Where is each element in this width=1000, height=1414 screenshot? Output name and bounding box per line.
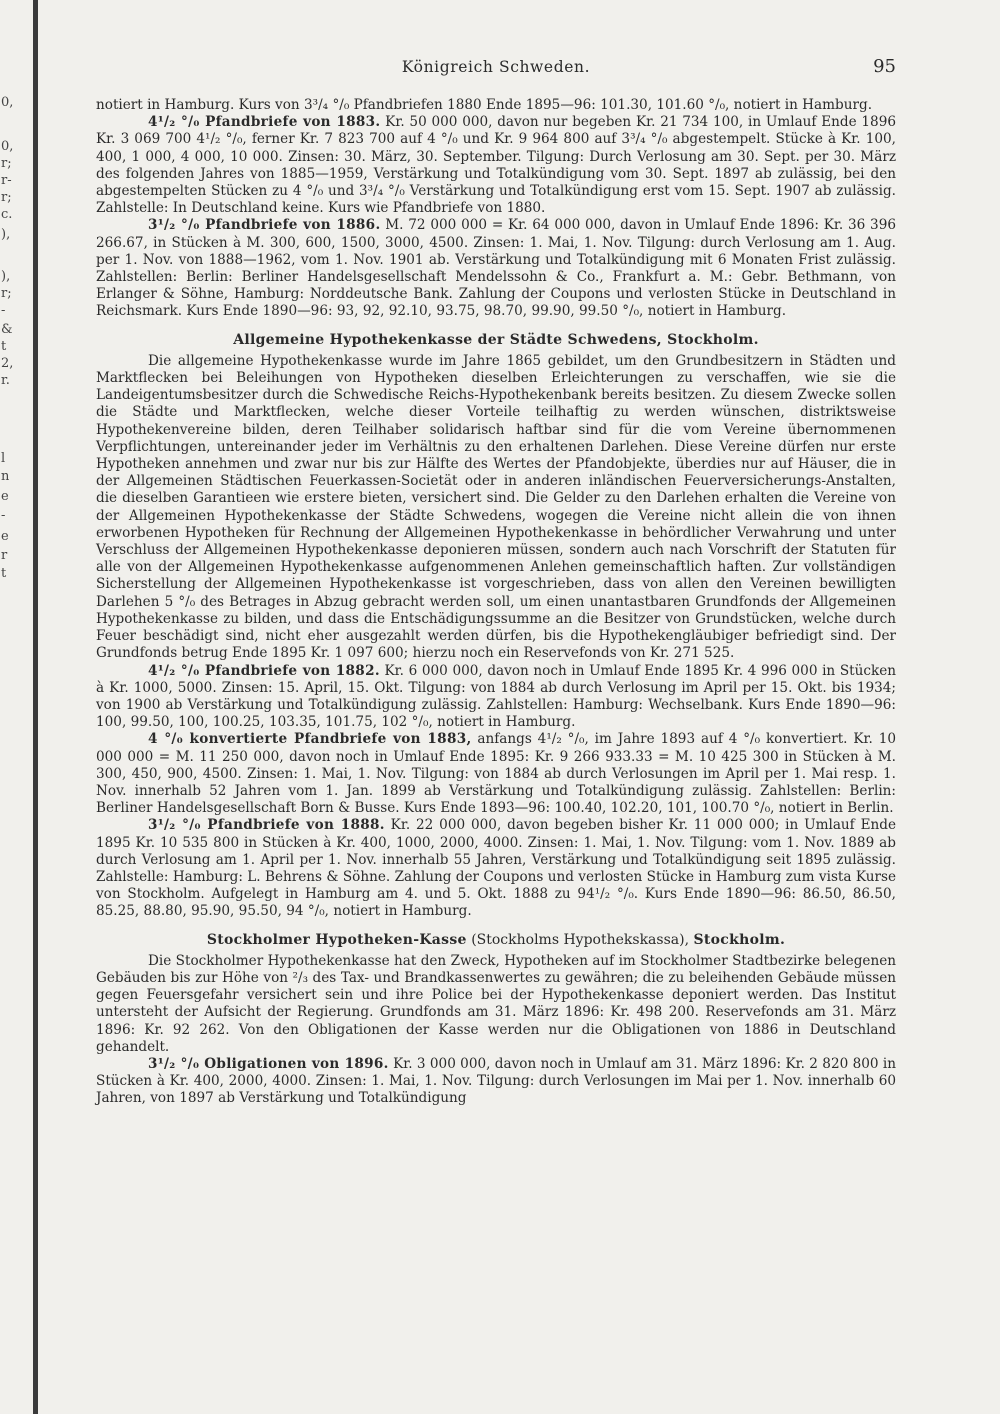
margin-fragment: & — [1, 322, 13, 337]
paragraph — [96, 1056, 896, 1108]
paragraph — [96, 353, 896, 663]
text-run: Kr. 3 000 000, davon noch in Umlauf am 31. März 1896: Kr. 2 820 800 in Stücken à Kr. 400, 2000, 4000. Zinsen: 1. Mai, 1. Nov. Tilgung: durch Verlosungen im Mai per 1. Nov. innerhalb 60 Jahren, von 1897 ab Verstärkung und Totalkündigung — [96, 1055, 896, 1107]
text-run: Die allgemeine Hypothekenkasse wurde im Jahre 1865 gebildet, um den Grundbesitzern in Städten und Marktflecken bei Beleihungen von Hypotheken dieselben Erleichterungen zu verschaffen, wie sie die Landeigentumsbesitzer durch die Schwedische Reichs-Hypothekenbank bereits besitzen. Zu diesem Zwecke sollen die Städte und Marktflecken, welche dieser Vorteile teilhaftig zu werden wünschen, distriktsweise Hypothekenvereine bilden, deren Teilhaber solidarisch haftbar sind für die vom Vereine übernommenen Verpflichtungen, untereinander jeder im Verhältnis zu den erhaltenen Darlehen. Diese Vereine dürfen nur erste Hypotheken annehmen und zwar nur bis zur Hälfte des Wertes der Pfandobjekte, überdies nur auf Häuser, die in der Allgemeinen Städtischen Feuerkassen-Societät oder in anderen inländischen Feuerversicherungs-Anstalten, die dieselben Garantieen wie erstere bieten, versichert sind. Die Gelder zu den Darlehen erhalten die Vereine von der Allgemeinen Hypothekenkasse der Städte Schwedens, wogegen die Vereine nicht allein die von ihnen erworbenen Hypotheken für Rechnung der Allgemeinen Hypothekenkasse in behördlicher Verwahrung und unter Verschluss der Allgemeinen Hypothekenkasse deponieren müssen, sondern auch nach Vorschrift der Statuten für alle von der Allgemeinen Hypothekenkasse aufgenommenen Anlehen gemeinschaftlich haften. Zur vollständigen Sicherstellung der Allgemeinen Hypothekenkasse ist vorgeschrieben, dass von allen den Vereinen bewilligten Darlehen 5 °/₀ des Betrages in Abzug gebracht werden soll, um einen unantastbaren Grundfonds der Allgemeinen Hypothekenkasse zu bilden, und dass die Entschädigungssumme an die Besitzer von Grundstücken, welche durch Feuer beschädigt sind, nicht eher ausgezahlt werden dürfen, bis die Hypothekengläubiger befriedigt sind. Der Grundfonds betrug Ende 1895 Kr. 1 097 600; hierzu noch ein Reservefonds von Kr. 271 525. — [96, 352, 896, 662]
margin-fragment: - — [1, 303, 6, 318]
text-run: Die Stockholmer Hypothekenkasse hat den Zweck, Hypotheken auf im Stockholmer Stadtbezirke belegenen Gebäuden bis zur Höhe von ²/₃ des Tax- und Brandkassenwertes zu gewähren; die zu beleihenden Gebäude müssen gegen Feuersgefahr versichert sein und ihre Police bei der Hypothekenkasse deponiert werden. Das Institut untersteht der Aufsicht der Regierung. Grundfonds am 31. März 1896: Kr. 498 200. Reservefonds am 31. März 1896: Kr. 92 262. Von den Obligationen der Kasse werden nur die Obligationen von 1886 in Deutschland gehandelt. — [96, 952, 896, 1055]
section-heading — [96, 332, 896, 349]
margin-fragment: 0, — [1, 95, 14, 110]
paragraph — [96, 114, 896, 217]
text-run: notiert in Hamburg. Kurs von 3³/₄ °/₀ Pfandbriefen 1880 Ende 1895—96: 101.30, 101.60 °/₀, notiert in Hamburg. — [96, 97, 873, 113]
margin-fragment: r- — [1, 173, 12, 188]
book-spine-edge — [33, 0, 38, 1414]
paragraph — [96, 817, 896, 920]
margin-fragment: r; — [1, 286, 12, 301]
text-run: Kr. 22 000 000, davon begeben bisher Kr. 11 000 000; in Umlauf Ende 1895 Kr. 10 535 800 in Stücken à Kr. 400, 1000, 2000, 4000. Zinsen: 1. Mai, 1. Nov. Tilgung: vom 1. Nov. 1889 ab durch Verlosung am 1. April per 1. Nov. innerhalb 55 Jahren, Verstärkung und Totalkündigung seit 1895 zulässig. Zahlstelle: Hamburg: L. Behrens & Söhne. Zahlung der Coupons und verlosten Stücke in Hamburg zum vista Kurse von Stockholm. Aufgelegt in Hamburg am 4. und 5. Okt. 1888 zu 94¹/₂ °/₀. Kurs Ende 1890—96: 86.50, 86.50, 85.25, 88.80, 95.90, 95.50, 94 °/₀, notiert in Hamburg. — [96, 817, 897, 920]
bold-run: Allgemeine Hypothekenkasse der Städte Schwedens, Stockholm. — [233, 331, 759, 348]
margin-fragment: - — [1, 508, 6, 523]
margin-fragment: r; — [1, 156, 12, 171]
paragraph — [96, 731, 896, 817]
text-run: Kr. 6 000 000, davon noch in Umlauf Ende 1895 Kr. 4 996 000 in Stücken à Kr. 1000, 5000. Zinsen: 15. April, 15. Okt. Tilgung: von 1884 ab durch Verlosung im April per 15. Okt. bis 1934; von 1900 ab Verstärkung und Totalkündigung zulässig. Zahlstellen: Hamburg: Wechselbank. Kurs Ende 1890—96: 100, 99.50, 100, 100.25, 103.35, 101.75, 102 °/₀, notiert in Hamburg. — [96, 662, 896, 731]
margin-fragment: t — [1, 566, 7, 581]
text-run: Kr. 50 000 000, davon nur begeben Kr. 21 734 100, in Umlauf Ende 1896 Kr. 3 069 700 4¹/₂ °/₀, ferner Kr. 7 823 700 auf 4 °/₀ und Kr. 9 964 800 auf 3³/₄ °/₀ abgestempelt. Stücke à Kr. 100, 400, 1 000, 4 000, 10 000. Zinsen: 30. März, 30. September. Tilgung: Durch Verlosung am 30. Sept. per 30. März des folgenden Jahres von 1885—1959, Verstärkung und Totalkündigung vom 30. Sept. 1897 ab zulässig, bei den abgestempelten Stücken zu 4 °/₀ und 3³/₄ °/₀ Verstärkung und Totalkündigung erst vom 15. Sept. 1907 ab zulässig. Zahlstelle: In Deutschland keine. Kurs wie Pfandbriefe von 1880. — [96, 114, 897, 217]
page-header — [96, 58, 896, 82]
margin-fragment: r. — [1, 373, 10, 388]
margin-fragment: c. — [1, 207, 13, 222]
bold-run: 4¹/₂ °/₀ Pfandbriefe von 1882. — [148, 662, 380, 679]
paragraph — [96, 97, 896, 114]
margin-fragment: e — [1, 529, 9, 544]
bold-run: 4 °/₀ konvertierte Pfandbriefe von 1883, — [148, 731, 472, 748]
margin-fragment: ), — [1, 227, 11, 242]
paragraph — [96, 953, 896, 1056]
section-heading — [96, 932, 896, 949]
bold-run: 4¹/₂ °/₀ Pfandbriefe von 1883. — [148, 114, 381, 131]
bold-run: 3¹/₂ °/₀ Obligationen von 1896. — [148, 1055, 389, 1072]
margin-fragment: t — [1, 339, 7, 354]
page-number: 95 — [873, 56, 896, 77]
left-margin-fragments — [0, 0, 14, 1414]
margin-fragment: e — [1, 489, 9, 504]
margin-fragment: 2, — [1, 356, 14, 371]
margin-fragment: ), — [1, 269, 11, 284]
bold-run: Stockholmer Hypotheken-Kasse — [206, 931, 467, 948]
margin-fragment: l — [1, 451, 6, 466]
running-head: Königreich Schweden. — [401, 58, 591, 76]
margin-fragment: 0, — [1, 139, 14, 154]
text-run: M. 72 000 000 = Kr. 64 000 000, davon in Umlauf Ende 1896: Kr. 36 396 266.67, in Stücken à M. 300, 600, 1500, 3000, 4500. Zinsen: 1. Mai, 1. Nov. Tilgung: durch Verlosung am 1. Aug. per 1. Nov. von 1888—1962, vom 1. Nov. 1901 ab. Verstärkung und Totalkündigung mit 6 Monaten Frist zulässig. Zahlstellen: Berlin: Berliner Handelsgesellschaft Mendelssohn & Co., Frankfurt a. M.: Gebr. Bethmann, von Erlanger & Söhne, Hamburg: Norddeutsche Bank. Zahlung der Coupons und verlosten Stücke in Deutschland in Reichsmark. Kurs Ende 1890—96: 93, 92, 92.10, 93.75, 98.70, 99.90, 99.50 °/₀, notiert in Hamburg. — [96, 217, 896, 320]
paragraph — [96, 663, 896, 732]
bold-run: 3¹/₂ °/₀ Pfandbriefe von 1886. — [148, 217, 381, 234]
bold-run: Stockholm. — [693, 931, 786, 948]
margin-fragment: r — [1, 548, 8, 563]
bold-run: 3¹/₂ °/₀ Pfandbriefe von 1888. — [148, 817, 385, 834]
margin-fragment: n — [1, 469, 10, 484]
margin-fragment: r; — [1, 190, 12, 205]
text-run: (Stockholms Hypothekskassa), — [466, 931, 694, 948]
body-text — [96, 97, 896, 1108]
paragraph — [96, 217, 896, 320]
text-run: anfangs 4¹/₂ °/₀, im Jahre 1893 auf 4 °/₀ konvertiert. Kr. 10 000 000 = M. 11 250 000, davon noch in Umlauf Ende 1895: Kr. 9 266 933.33 = M. 10 425 300 in Stücken à M. 300, 450, 900, 4500. Zinsen: 1. Mai, 1. Nov. Tilgung: von 1884 ab durch Verlosungen im April per 1. Mai resp. 1. Nov. innerhalb 52 Jahren vom 1. Jan. 1899 ab Verstärkung und Totalkündigung zulässig. Zahlstellen: Berlin: Berliner Handelsgesellschaft Born & Busse. Kurs Ende 1893—96: 100.40, 102.20, 101, 100.70 °/₀, notiert in Berlin. — [96, 731, 896, 817]
